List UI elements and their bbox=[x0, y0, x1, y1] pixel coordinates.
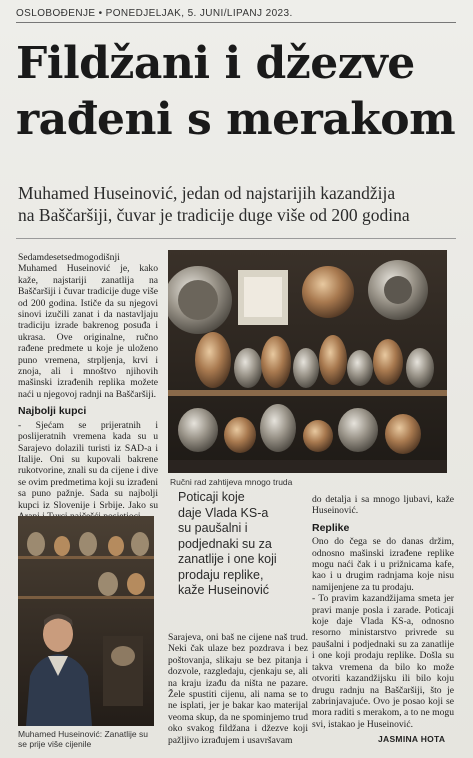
intro-paragraph: Sedamdesetsedmogodišnji Muhamed Huseinović je, kako kaže, najstariji zanatlija na Baščaršiji i čuvar tradicije duge više od 200 godina. Ističe da su njegovi sinovi izučili zanat i da nastavljaju tradiciju izrade bakrenog posuđa i ukrasa. Ove originalne, ručno rađene predmete u koje je uloženo puno vremena, strpljenja, krvi i znoja, ali i mnoštvo njihovih mašinski izrađenih replika možete naći u njegovoj radnji na Baščaršiji. bbox=[18, 252, 158, 400]
pull-quote-line: daje Vlada KS-a bbox=[178, 505, 269, 520]
deck-line-2: na Baščaršiji, čuvar je tradicije duge više od 200 godina bbox=[18, 205, 410, 225]
pull-quote-line: su paušalni i bbox=[178, 521, 248, 535]
pull-quote-line: podjednaki su za bbox=[178, 536, 272, 551]
quote-paragraph: - Sjećam se prijeratnih i poslijeratnih vremena kada su u Sarajevo dolazili turisti iz SAD-a i Italije. Oni su kupovali bakrene rukotvorine, znali su da cijene i dive se ovim predmetima koji su izrađeni sa puno pažnje. Sada su najbolji kupci iz Slovenije i Srbije. Jako su bbox=[18, 419, 158, 511]
right-paragraph-1: Ono do čega se do danas držim, odnosno mašinski izrađene replike mogu naći čak i u prižnicama kafe, kao i u drugim radnjama koje nisu namijenjene za tu prodaju. bbox=[312, 536, 454, 593]
middle-paragraph: Sarajeva, oni baš ne cijene naš trud. Neki čak ulaze bez pozdrava i bez poštovanja, slikaju se bez pitanja i dozvole, razgledaju, cjenkaju se, ali na kraju izađu da ništa ne pazare. Žele spustiti cijenu, ali nama se to ne isplati, jer je bakar kao materijal veoma skup, da ne spominjemo trud oko svakog fildžana i džezve koji pažljivo izrađujem i usavršavam bbox=[168, 632, 308, 746]
copperware-photo bbox=[168, 250, 447, 473]
photo-caption-portrait: Muhamed Huseinović: Zanatlije su se prije više cijenile bbox=[18, 729, 148, 749]
pull-quote-line: kaže Huseinović bbox=[178, 583, 270, 597]
article-column-right bbox=[312, 494, 454, 730]
deck-line-1: Muhamed Huseinović, jedan od najstarijih kazandžija bbox=[18, 183, 396, 203]
subhead-najbolji-kupci: Najbolji kupci bbox=[18, 405, 87, 418]
author-byline: JASMINA HOTA bbox=[378, 734, 446, 744]
headline-line-1: Fildžani i džezve bbox=[16, 38, 415, 89]
deck-subtitle bbox=[18, 182, 458, 226]
pull-quote-line: zanatlije i one koji bbox=[178, 552, 277, 566]
pull-quote-line: prodaju replike, bbox=[178, 567, 264, 582]
masthead: OSLOBOĐENJE • PONEDJELJAK, 5. JUNI/LIPANJ 2023. bbox=[16, 8, 456, 23]
right-paragraph-2: - To pravim kazandžijama smeta jer pravi manje posla i zarade. Poticaji koje daje Vlada KS-a, odnosno resorno ministarstvo privrede su paušalni i podjednaki su za zanatlije i one koji prodaju replike. Došla su takva vremena da bilo ko može otvoriti kazandžijsku ili bilo koju drugu radnju na Baščaršiji, što je zabrinjavajuće. Ovo je posao koji se mora raditi s merakom, a to ne mogu svi, istakao je Huseinović. bbox=[312, 593, 454, 730]
subhead-replike: Replike bbox=[312, 521, 350, 534]
divider bbox=[16, 238, 456, 239]
headline bbox=[16, 36, 456, 148]
pull-quote bbox=[178, 490, 308, 599]
headline-line-2: rađeni s merakom bbox=[16, 94, 456, 145]
pull-quote-line: Poticaji koje bbox=[178, 490, 245, 504]
portrait-photo bbox=[18, 516, 154, 726]
right-top-paragraph: do detalja i sa mnogo ljubavi, kaže Huseinović. bbox=[312, 494, 454, 517]
article-column-left bbox=[18, 252, 158, 522]
photo-caption-main: Ručni rad zahtijeva mnogo truda bbox=[170, 477, 293, 487]
article-column-middle bbox=[168, 632, 308, 746]
